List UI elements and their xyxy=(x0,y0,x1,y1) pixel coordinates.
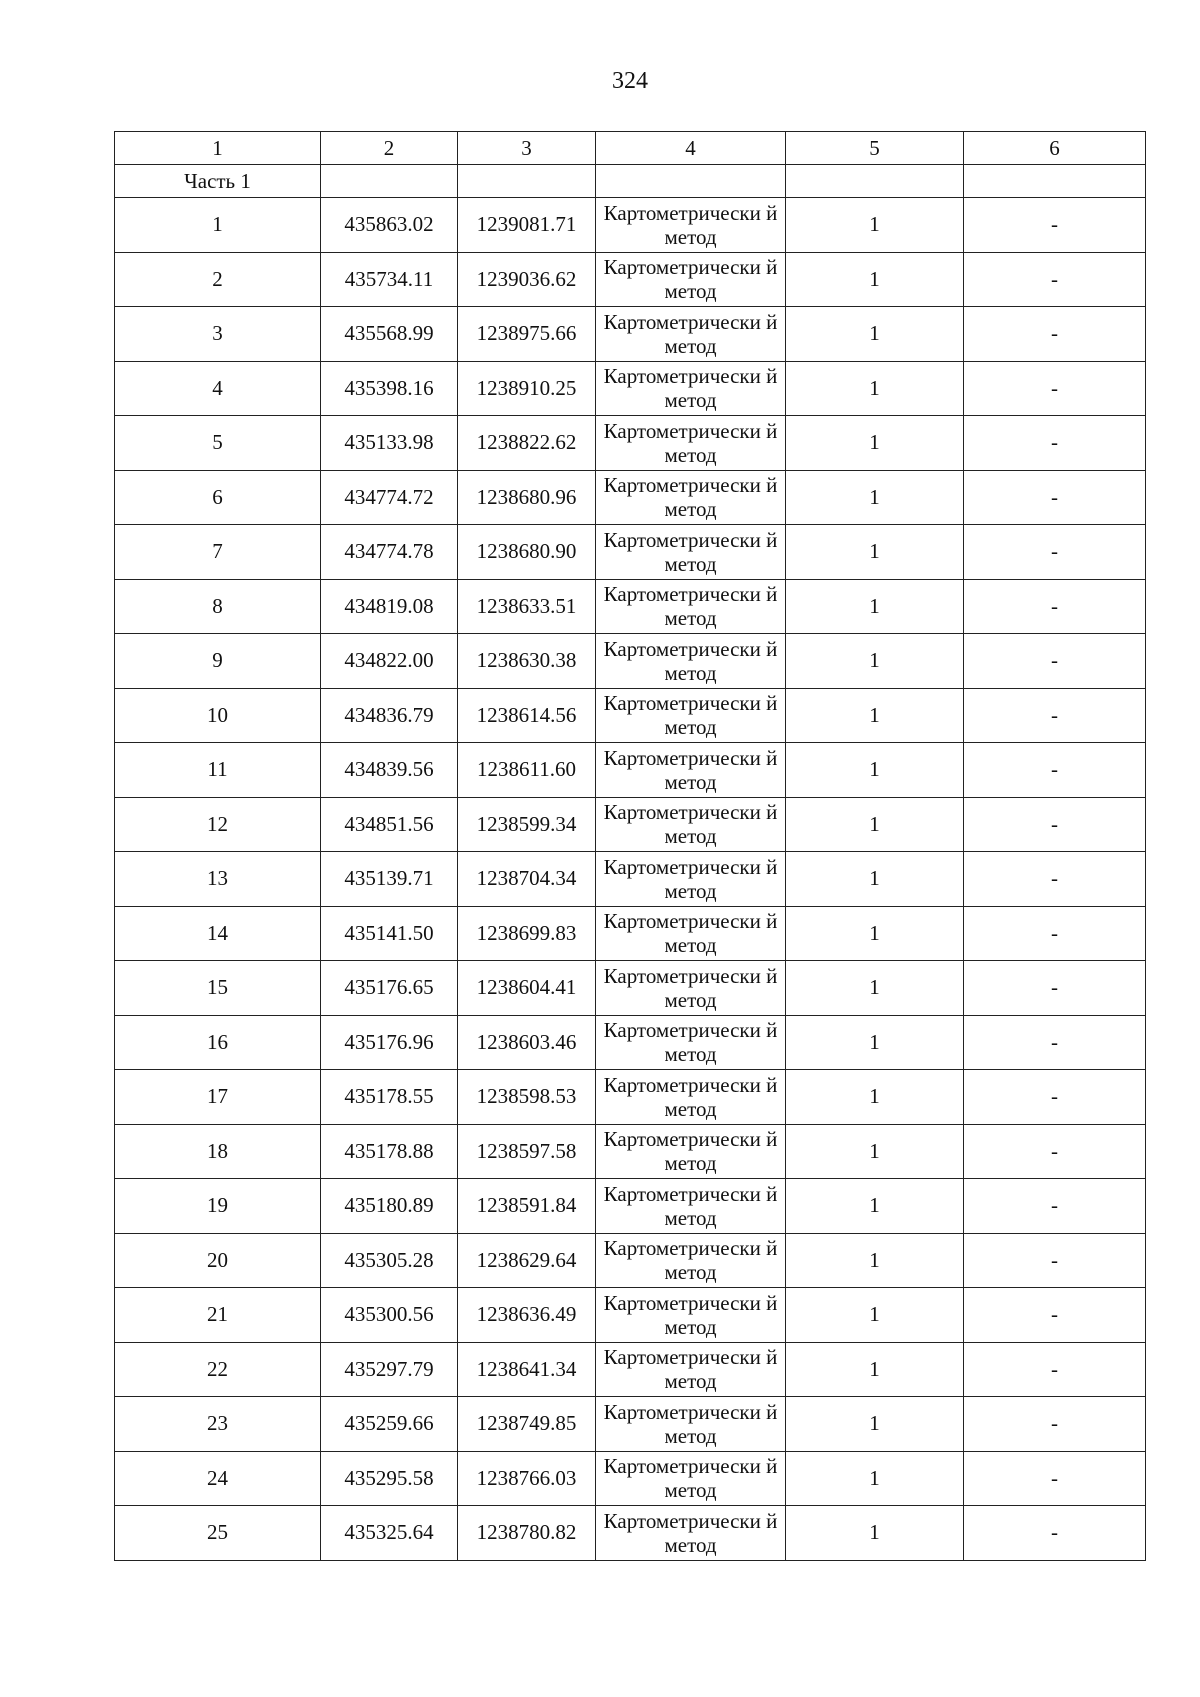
y-coordinate-cell: 1238704.34 xyxy=(458,852,596,907)
accuracy-cell: 1 xyxy=(786,1451,964,1506)
method-cell: Картометрически й метод xyxy=(596,1288,786,1343)
accuracy-cell: 1 xyxy=(786,1015,964,1070)
accuracy-cell: 1 xyxy=(786,1124,964,1179)
description-cell: - xyxy=(964,797,1146,852)
part-label: Часть 1 xyxy=(115,165,321,198)
y-coordinate-cell: 1238630.38 xyxy=(458,634,596,689)
table-row xyxy=(115,198,1146,253)
description-cell: - xyxy=(964,416,1146,471)
table-row xyxy=(115,1070,1146,1125)
y-coordinate-cell: 1238699.83 xyxy=(458,906,596,961)
accuracy-cell: 1 xyxy=(786,416,964,471)
description-cell: - xyxy=(964,1506,1146,1561)
accuracy-cell: 1 xyxy=(786,470,964,525)
description-cell: - xyxy=(964,252,1146,307)
point-number-cell: 1 xyxy=(115,198,321,253)
table-row xyxy=(115,252,1146,307)
accuracy-cell: 1 xyxy=(786,1506,964,1561)
x-coordinate-cell: 435325.64 xyxy=(321,1506,458,1561)
y-coordinate-cell: 1238636.49 xyxy=(458,1288,596,1343)
accuracy-cell: 1 xyxy=(786,361,964,416)
y-coordinate-cell: 1238591.84 xyxy=(458,1179,596,1234)
accuracy-cell: 1 xyxy=(786,906,964,961)
description-cell: - xyxy=(964,1397,1146,1452)
column-header: 3 xyxy=(458,132,596,165)
column-header: 5 xyxy=(786,132,964,165)
y-coordinate-cell: 1238633.51 xyxy=(458,579,596,634)
method-cell: Картометрически й метод xyxy=(596,525,786,580)
point-number-cell: 7 xyxy=(115,525,321,580)
part-row xyxy=(115,165,1146,198)
table-row xyxy=(115,852,1146,907)
method-cell: Картометрически й метод xyxy=(596,1397,786,1452)
column-header: 2 xyxy=(321,132,458,165)
description-cell: - xyxy=(964,961,1146,1016)
y-coordinate-cell: 1238641.34 xyxy=(458,1342,596,1397)
description-cell: - xyxy=(964,1288,1146,1343)
table-row xyxy=(115,470,1146,525)
empty-cell xyxy=(321,165,458,198)
accuracy-cell: 1 xyxy=(786,1342,964,1397)
x-coordinate-cell: 434774.78 xyxy=(321,525,458,580)
y-coordinate-cell: 1238598.53 xyxy=(458,1070,596,1125)
table-row xyxy=(115,743,1146,798)
empty-cell xyxy=(458,165,596,198)
accuracy-cell: 1 xyxy=(786,1288,964,1343)
y-coordinate-cell: 1238910.25 xyxy=(458,361,596,416)
y-coordinate-cell: 1238599.34 xyxy=(458,797,596,852)
method-cell: Картометрически й метод xyxy=(596,1179,786,1234)
description-cell: - xyxy=(964,525,1146,580)
x-coordinate-cell: 435863.02 xyxy=(321,198,458,253)
description-cell: - xyxy=(964,1070,1146,1125)
table-row xyxy=(115,1397,1146,1452)
y-coordinate-cell: 1238822.62 xyxy=(458,416,596,471)
method-cell: Картометрически й метод xyxy=(596,307,786,362)
y-coordinate-cell: 1238975.66 xyxy=(458,307,596,362)
point-number-cell: 8 xyxy=(115,579,321,634)
table-row xyxy=(115,1233,1146,1288)
x-coordinate-cell: 435568.99 xyxy=(321,307,458,362)
description-cell: - xyxy=(964,198,1146,253)
description-cell: - xyxy=(964,1179,1146,1234)
accuracy-cell: 1 xyxy=(786,579,964,634)
point-number-cell: 25 xyxy=(115,1506,321,1561)
description-cell: - xyxy=(964,688,1146,743)
method-cell: Картометрически й метод xyxy=(596,1342,786,1397)
x-coordinate-cell: 435398.16 xyxy=(321,361,458,416)
point-number-cell: 21 xyxy=(115,1288,321,1343)
accuracy-cell: 1 xyxy=(786,797,964,852)
accuracy-cell: 1 xyxy=(786,688,964,743)
method-cell: Картометрически й метод xyxy=(596,906,786,961)
method-cell: Картометрически й метод xyxy=(596,852,786,907)
table-row xyxy=(115,1451,1146,1506)
x-coordinate-cell: 435180.89 xyxy=(321,1179,458,1234)
point-number-cell: 11 xyxy=(115,743,321,798)
method-cell: Картометрически й метод xyxy=(596,1124,786,1179)
y-coordinate-cell: 1238680.96 xyxy=(458,470,596,525)
table-row xyxy=(115,361,1146,416)
accuracy-cell: 1 xyxy=(786,634,964,689)
x-coordinate-cell: 435297.79 xyxy=(321,1342,458,1397)
table-row xyxy=(115,416,1146,471)
x-coordinate-cell: 434822.00 xyxy=(321,634,458,689)
description-cell: - xyxy=(964,1233,1146,1288)
empty-cell xyxy=(596,165,786,198)
y-coordinate-cell: 1238604.41 xyxy=(458,961,596,1016)
x-coordinate-cell: 434819.08 xyxy=(321,579,458,634)
x-coordinate-cell: 434839.56 xyxy=(321,743,458,798)
point-number-cell: 2 xyxy=(115,252,321,307)
description-cell: - xyxy=(964,852,1146,907)
x-coordinate-cell: 435305.28 xyxy=(321,1233,458,1288)
accuracy-cell: 1 xyxy=(786,852,964,907)
x-coordinate-cell: 435734.11 xyxy=(321,252,458,307)
method-cell: Картометрически й метод xyxy=(596,1451,786,1506)
description-cell: - xyxy=(964,1451,1146,1506)
x-coordinate-cell: 435178.88 xyxy=(321,1124,458,1179)
x-coordinate-cell: 435176.96 xyxy=(321,1015,458,1070)
point-number-cell: 17 xyxy=(115,1070,321,1125)
accuracy-cell: 1 xyxy=(786,1397,964,1452)
accuracy-cell: 1 xyxy=(786,961,964,1016)
point-number-cell: 19 xyxy=(115,1179,321,1234)
y-coordinate-cell: 1238749.85 xyxy=(458,1397,596,1452)
table-row xyxy=(115,688,1146,743)
method-cell: Картометрически й метод xyxy=(596,1506,786,1561)
accuracy-cell: 1 xyxy=(786,743,964,798)
column-header: 1 xyxy=(115,132,321,165)
x-coordinate-cell: 435133.98 xyxy=(321,416,458,471)
y-coordinate-cell: 1239081.71 xyxy=(458,198,596,253)
y-coordinate-cell: 1239036.62 xyxy=(458,252,596,307)
y-coordinate-cell: 1238766.03 xyxy=(458,1451,596,1506)
x-coordinate-cell: 434836.79 xyxy=(321,688,458,743)
empty-cell xyxy=(964,165,1146,198)
description-cell: - xyxy=(964,307,1146,362)
table-row xyxy=(115,1015,1146,1070)
table-row xyxy=(115,906,1146,961)
accuracy-cell: 1 xyxy=(786,198,964,253)
table-row xyxy=(115,307,1146,362)
description-cell: - xyxy=(964,579,1146,634)
point-number-cell: 15 xyxy=(115,961,321,1016)
column-header: 6 xyxy=(964,132,1146,165)
method-cell: Картометрически й метод xyxy=(596,743,786,798)
method-cell: Картометрически й метод xyxy=(596,470,786,525)
table-row xyxy=(115,1179,1146,1234)
method-cell: Картометрически й метод xyxy=(596,361,786,416)
point-number-cell: 20 xyxy=(115,1233,321,1288)
x-coordinate-cell: 435141.50 xyxy=(321,906,458,961)
accuracy-cell: 1 xyxy=(786,1179,964,1234)
table-row xyxy=(115,961,1146,1016)
x-coordinate-cell: 435300.56 xyxy=(321,1288,458,1343)
description-cell: - xyxy=(964,906,1146,961)
method-cell: Картометрически й метод xyxy=(596,688,786,743)
description-cell: - xyxy=(964,1015,1146,1070)
description-cell: - xyxy=(964,743,1146,798)
method-cell: Картометрически й метод xyxy=(596,634,786,689)
point-number-cell: 18 xyxy=(115,1124,321,1179)
x-coordinate-cell: 434851.56 xyxy=(321,797,458,852)
method-cell: Картометрически й метод xyxy=(596,252,786,307)
x-coordinate-cell: 434774.72 xyxy=(321,470,458,525)
accuracy-cell: 1 xyxy=(786,525,964,580)
method-cell: Картометрически й метод xyxy=(596,797,786,852)
header-row xyxy=(115,132,1146,165)
method-cell: Картометрически й метод xyxy=(596,416,786,471)
table-row xyxy=(115,525,1146,580)
point-number-cell: 24 xyxy=(115,1451,321,1506)
column-header: 4 xyxy=(596,132,786,165)
y-coordinate-cell: 1238629.64 xyxy=(458,1233,596,1288)
point-number-cell: 9 xyxy=(115,634,321,689)
table-row xyxy=(115,1506,1146,1561)
description-cell: - xyxy=(964,634,1146,689)
point-number-cell: 4 xyxy=(115,361,321,416)
method-cell: Картометрически й метод xyxy=(596,579,786,634)
description-cell: - xyxy=(964,470,1146,525)
point-number-cell: 13 xyxy=(115,852,321,907)
table-row xyxy=(115,1124,1146,1179)
table-row xyxy=(115,634,1146,689)
method-cell: Картометрически й метод xyxy=(596,1015,786,1070)
description-cell: - xyxy=(964,1342,1146,1397)
table-row xyxy=(115,1288,1146,1343)
x-coordinate-cell: 435259.66 xyxy=(321,1397,458,1452)
accuracy-cell: 1 xyxy=(786,252,964,307)
method-cell: Картометрически й метод xyxy=(596,198,786,253)
description-cell: - xyxy=(964,361,1146,416)
description-cell: - xyxy=(964,1124,1146,1179)
point-number-cell: 23 xyxy=(115,1397,321,1452)
accuracy-cell: 1 xyxy=(786,1233,964,1288)
y-coordinate-cell: 1238611.60 xyxy=(458,743,596,798)
point-number-cell: 14 xyxy=(115,906,321,961)
x-coordinate-cell: 435178.55 xyxy=(321,1070,458,1125)
y-coordinate-cell: 1238780.82 xyxy=(458,1506,596,1561)
point-number-cell: 16 xyxy=(115,1015,321,1070)
x-coordinate-cell: 435176.65 xyxy=(321,961,458,1016)
accuracy-cell: 1 xyxy=(786,307,964,362)
table-row xyxy=(115,1342,1146,1397)
point-number-cell: 22 xyxy=(115,1342,321,1397)
x-coordinate-cell: 435295.58 xyxy=(321,1451,458,1506)
coordinates-table xyxy=(114,131,1146,1561)
point-number-cell: 10 xyxy=(115,688,321,743)
table-row xyxy=(115,797,1146,852)
y-coordinate-cell: 1238597.58 xyxy=(458,1124,596,1179)
y-coordinate-cell: 1238680.90 xyxy=(458,525,596,580)
y-coordinate-cell: 1238603.46 xyxy=(458,1015,596,1070)
method-cell: Картометрически й метод xyxy=(596,1233,786,1288)
page-number: 324 xyxy=(612,68,648,94)
accuracy-cell: 1 xyxy=(786,1070,964,1125)
x-coordinate-cell: 435139.71 xyxy=(321,852,458,907)
empty-cell xyxy=(786,165,964,198)
point-number-cell: 5 xyxy=(115,416,321,471)
method-cell: Картометрически й метод xyxy=(596,961,786,1016)
method-cell: Картометрически й метод xyxy=(596,1070,786,1125)
y-coordinate-cell: 1238614.56 xyxy=(458,688,596,743)
point-number-cell: 6 xyxy=(115,470,321,525)
point-number-cell: 12 xyxy=(115,797,321,852)
table-row xyxy=(115,579,1146,634)
point-number-cell: 3 xyxy=(115,307,321,362)
